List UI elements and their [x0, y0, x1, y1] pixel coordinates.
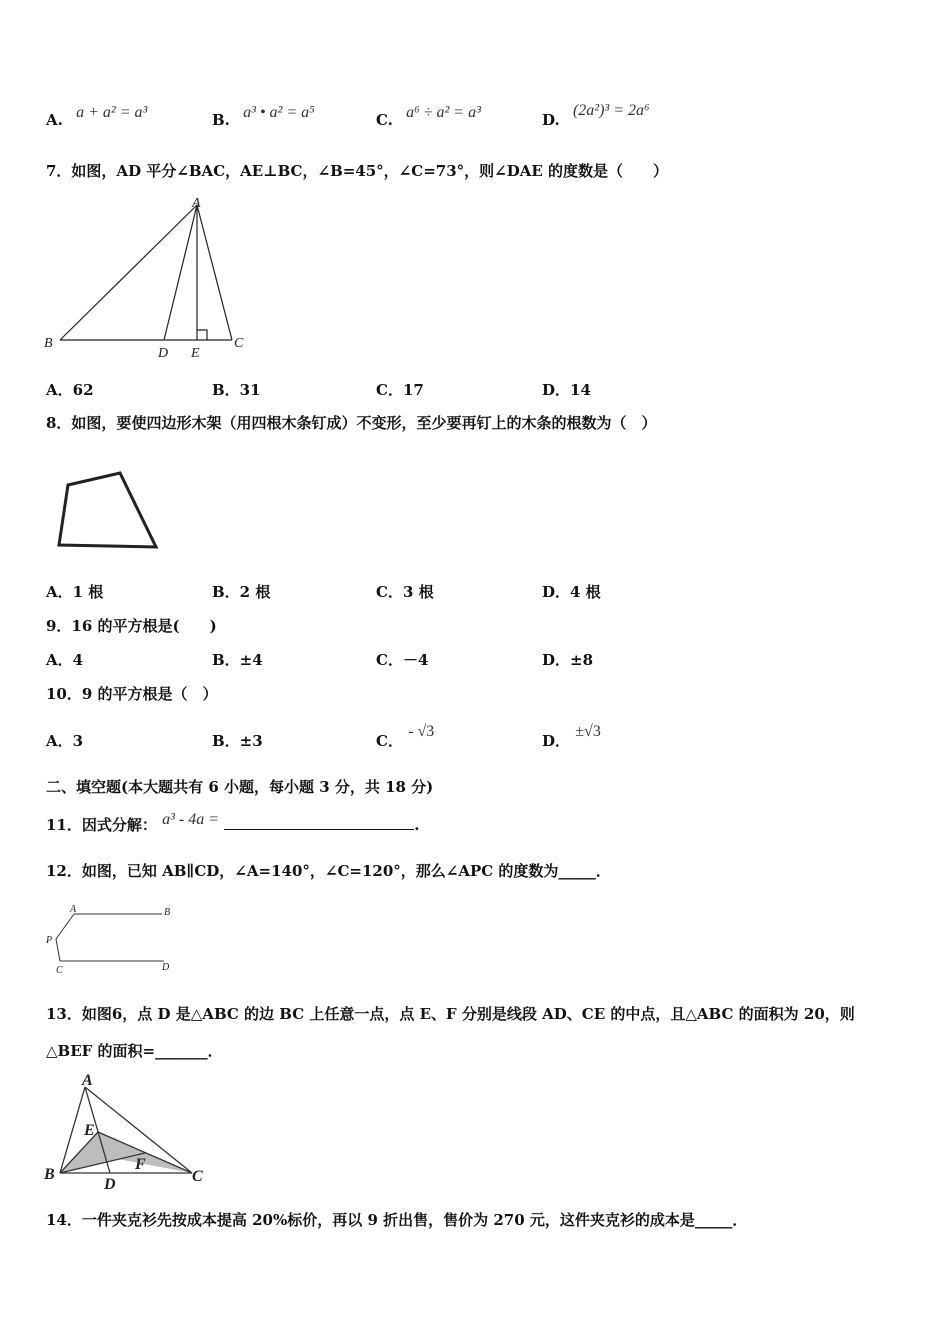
- q9-option-c: C．－4: [376, 651, 429, 669]
- q12-label-p: P: [46, 935, 53, 946]
- q7-option-b: B．31: [212, 381, 261, 399]
- q8-quadrilateral-figure: [50, 465, 170, 555]
- q6-expr-b: a³ • a² = a⁵: [243, 104, 315, 121]
- q6-option-d: D. (2a²)³ = 2a⁶: [542, 102, 650, 129]
- q9-question: 9．16 的平方根是( ): [46, 617, 217, 635]
- q8-option-b: B．2 根: [212, 583, 271, 601]
- q6-option-a: A. a + a² = a³: [46, 104, 148, 129]
- q13-label-b: B: [44, 1166, 55, 1183]
- q14-question: 14．一件夹克衫先按成本提高 20%标价，再以 9 折出售，售价为 270 元，这件夹克衫的成本是_____．: [46, 1211, 748, 1229]
- q7-label-b: B: [44, 336, 53, 351]
- q8-option-d: D．4 根: [542, 583, 601, 601]
- q8-option-a: A．1 根: [46, 583, 104, 601]
- q7-question: 7．如图，AD 平分∠BAC，AE⊥BC，∠B=45°，∠C=73°，则∠DAE 的度数是（ ）: [46, 162, 669, 180]
- q13-label-e: E: [84, 1122, 95, 1139]
- q10-option-d: D． ±√3: [542, 723, 601, 750]
- q10-question: 10．9 的平方根是（ ）: [46, 685, 218, 703]
- q6-expr-a: a + a² = a³: [76, 104, 148, 121]
- q10-option-b: B．±3: [212, 732, 263, 750]
- q12-question: 12．如图，已知 AB∥CD，∠A=140°，∠C=120°，那么∠APC 的度数为_____．: [46, 862, 611, 880]
- q10-expr-d: ±√3: [575, 723, 601, 740]
- q6-option-b: B. a³ • a² = a⁵: [212, 104, 315, 129]
- q7-triangle-figure: [40, 195, 260, 365]
- q13-question-line2: △BEF 的面积=_______．: [46, 1042, 223, 1060]
- q9-option-b: B．±4: [212, 651, 263, 669]
- q10-option-c: C． - √3: [376, 723, 435, 750]
- q9-option-a: A．4: [46, 651, 84, 669]
- q12-label-a: A: [70, 904, 77, 915]
- q11-question: 11．因式分解： a³ - 4a = .: [46, 811, 420, 834]
- q10-option-a: A．3: [46, 732, 84, 750]
- q7-label-e: E: [191, 346, 200, 361]
- q7-label-a: A: [192, 196, 201, 211]
- q10-expr-c: - √3: [408, 723, 435, 740]
- q13-label-a: A: [82, 1072, 93, 1089]
- q12-label-c: C: [56, 965, 63, 976]
- q11-answer-blank[interactable]: [224, 815, 414, 830]
- q13-label-c: C: [192, 1168, 203, 1185]
- q8-option-c: C．3 根: [376, 583, 434, 601]
- q7-label-d: D: [158, 346, 169, 361]
- q7-option-d: D．14: [542, 381, 591, 399]
- q6-expr-d: (2a²)³ = 2a⁶: [572, 102, 650, 119]
- q13-label-f: F: [135, 1156, 146, 1173]
- q13-triangle-figure: [40, 1073, 210, 1193]
- section-2-title: 二、填空题(本大题共有 6 小题，每小题 3 分，共 18 分): [46, 778, 434, 796]
- q12-parallel-figure: [44, 903, 184, 978]
- q7-label-c: C: [234, 336, 244, 351]
- q12-label-b: B: [164, 907, 171, 918]
- q7-option-c: C．17: [376, 381, 424, 399]
- q13-label-d: D: [104, 1176, 116, 1193]
- q8-question: 8．如图，要使四边形木架（用四根木条钉成）不变形，至少要再钉上的木条的根数为（ ）: [46, 414, 657, 432]
- q6-expr-c: a⁶ ÷ a² = a³: [406, 104, 481, 121]
- q9-option-d: D．±8: [542, 651, 594, 669]
- q12-label-d: D: [162, 962, 170, 973]
- q7-option-a: A．62: [46, 381, 94, 399]
- q11-expr: a³ - 4a =: [162, 811, 220, 828]
- q6-option-c: C. a⁶ ÷ a² = a³: [376, 104, 481, 129]
- q13-question-line1: 13．如图6，点 D 是△ABC 的边 BC 上任意一点，点 E、F 分别是线段 AD、CE 的中点，且△ABC 的面积为 20，则: [46, 1005, 855, 1023]
